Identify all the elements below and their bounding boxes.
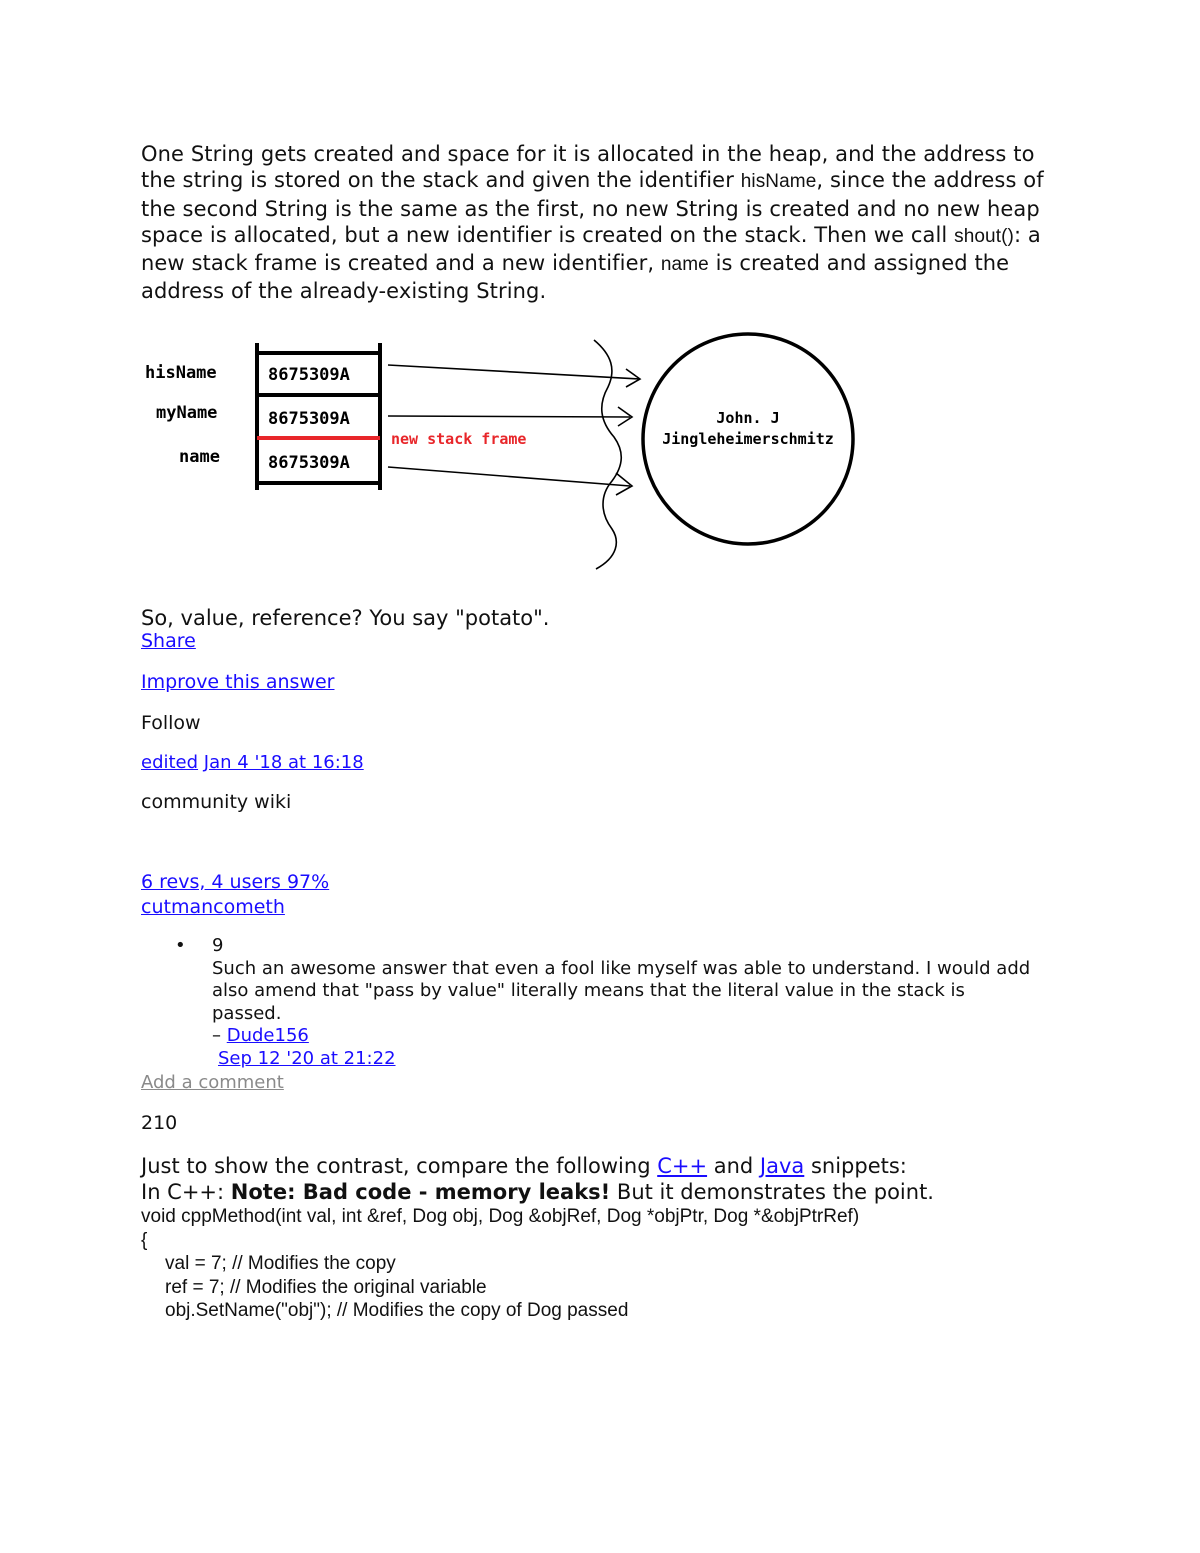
contrast-text: and bbox=[707, 1154, 760, 1178]
note-text: In C++: bbox=[141, 1180, 231, 1204]
contrast-sentence bbox=[141, 1153, 1091, 1179]
heap-object-line1: John. J bbox=[716, 409, 780, 427]
comment-dash: – bbox=[212, 1025, 227, 1046]
heap-object-line2: Jingleheimerschmitz bbox=[662, 430, 834, 448]
inline-code-hisname: hisName bbox=[740, 171, 817, 193]
inline-code-name: name bbox=[660, 254, 709, 276]
stack-heap-divider bbox=[594, 340, 621, 569]
cpp-tag-link[interactable]: C++ bbox=[657, 1154, 708, 1178]
comment-attribution bbox=[212, 1025, 1032, 1048]
code-line: void cppMethod(int val, int &ref, Dog obj, Dog &objRef, Dog *objPtr, Dog *&objPtrRef) bbox=[141, 1206, 860, 1227]
comment-body bbox=[212, 935, 1032, 1070]
note-text: But it demonstrates the point. bbox=[610, 1180, 934, 1204]
comment-date-row bbox=[212, 1048, 1032, 1071]
intro-text: One String gets created and space for it is allocated in the heap, and the address to the string is stored on the stack and given the identifier bbox=[141, 142, 1035, 193]
code-line: obj.SetName("obj"); // Modifies the copy of Dog passed bbox=[165, 1300, 629, 1321]
stack-value-1: 8675309A bbox=[268, 365, 350, 385]
stack-label-name: name bbox=[179, 447, 220, 467]
code-line: ref = 7; // Modifies the original variable bbox=[165, 1276, 487, 1298]
java-tag-link[interactable]: Java bbox=[759, 1154, 805, 1178]
code-line: { bbox=[141, 1229, 148, 1251]
note-sentence bbox=[141, 1179, 1091, 1205]
bullet-icon: • bbox=[175, 935, 186, 956]
intro-text: : a new stack frame is created and a new identifier, bbox=[141, 222, 1041, 276]
comment-text: Such an awesome answer that even a fool like myself was able to understand. I would add also amend that "pass by value" literally means that the literal value in the stack is passed. bbox=[212, 957, 1031, 1024]
stack-label-hisname: hisName bbox=[145, 363, 217, 383]
stack-value-2: 8675309A bbox=[268, 409, 350, 429]
note-bold: Note: Bad code - memory leaks! bbox=[230, 1180, 611, 1204]
stack-heap-diagram bbox=[0, 325, 1200, 585]
code-snippet bbox=[141, 1205, 1141, 1323]
edited-link[interactable]: edited bbox=[141, 752, 199, 773]
edited-date-link[interactable]: Jan 4 '18 at 16:18 bbox=[203, 752, 364, 773]
edited-info bbox=[141, 752, 364, 773]
second-answer-intro bbox=[141, 1153, 1091, 1205]
contrast-text: snippets: bbox=[804, 1154, 907, 1178]
improve-answer-link[interactable]: Improve this answer bbox=[141, 671, 335, 693]
answer-content bbox=[141, 141, 1061, 305]
vote-count: 210 bbox=[141, 1112, 178, 1134]
intro-text: is created and assigned the address of the already-existing String. bbox=[141, 251, 1010, 304]
user-link[interactable]: cutmancometh bbox=[141, 896, 285, 918]
closing-sentence: So, value, reference? You say "potato". bbox=[141, 606, 550, 630]
comment-score: 9 bbox=[212, 935, 224, 956]
community-wiki-label: community wiki bbox=[141, 791, 292, 813]
stack-value-3: 8675309A bbox=[268, 453, 350, 473]
revisions-link[interactable]: 6 revs, 4 users 97% bbox=[141, 871, 330, 893]
share-link[interactable]: Share bbox=[141, 630, 196, 652]
comment-date-link[interactable]: Sep 12 '20 at 21:22 bbox=[218, 1047, 396, 1069]
intro-text: , since the address of the second String is the same as the first, no new String is created and no new heap space is allocated, but a new identifier is created on the stack. Then we call bbox=[141, 168, 1044, 247]
inline-code-shout: shout() bbox=[954, 225, 1014, 247]
stack-label-myname: myName bbox=[156, 403, 218, 423]
code-line: val = 7; // Modifies the copy bbox=[165, 1253, 396, 1274]
comment-author-link[interactable]: Dude156 bbox=[226, 1025, 309, 1046]
follow-button[interactable]: Follow bbox=[141, 712, 201, 734]
new-stack-frame-label: new stack frame bbox=[391, 430, 527, 448]
add-comment-link[interactable]: Add a comment bbox=[141, 1072, 284, 1093]
contrast-text: Just to show the contrast, compare the following bbox=[141, 1154, 658, 1178]
intro-paragraph bbox=[141, 141, 1061, 305]
